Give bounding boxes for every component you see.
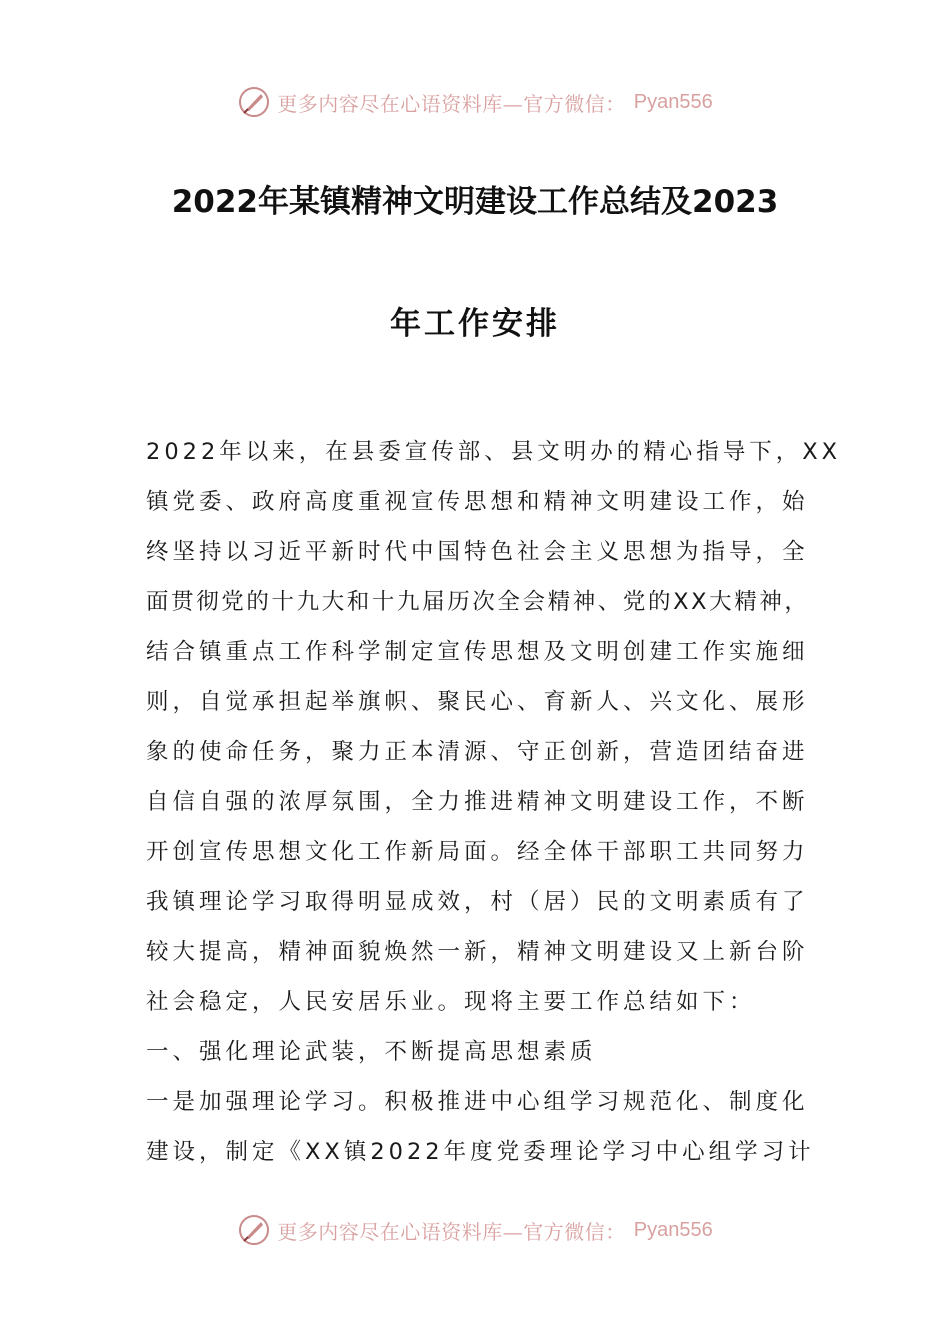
document-title-line-2: 年工作安排 bbox=[390, 306, 560, 342]
quill-logo-icon bbox=[237, 1213, 271, 1247]
header-watermark bbox=[0, 82, 950, 122]
body-line: 终坚持以习近平新时代中国特色社会主义思想为指导，全 bbox=[146, 539, 809, 565]
watermark-handle: Pyan556 bbox=[633, 1218, 713, 1241]
body-line: 我镇理论学习取得明显成效，村（居）民的文明素质有了 bbox=[146, 889, 809, 915]
body-line: 结合镇重点工作科学制定宣传思想及文明创建工作实施细 bbox=[146, 639, 809, 665]
body-line: 建设，制定《XX镇2022年度党委理论学习中心组学习计 bbox=[146, 1139, 815, 1165]
body-line: 面贯彻党的十九大和十九届历次全会精神、党的XX大精神， bbox=[146, 589, 810, 615]
body-line: 象的使命任务，聚力正本清源、守正创新，营造团结奋进 bbox=[146, 739, 809, 765]
watermark-text: 更多内容尽在心语资料库—官方微信： bbox=[277, 1219, 626, 1244]
watermark-text: 更多内容尽在心语资料库—官方微信： bbox=[277, 91, 626, 116]
body-line: 自信自强的浓厚氛围，全力推进精神文明建设工作，不断 bbox=[146, 789, 809, 815]
body-line: 社会稳定，人民安居乐业。现将主要工作总结如下： bbox=[146, 989, 756, 1015]
quill-logo-icon bbox=[237, 85, 271, 119]
body-line: 镇党委、政府高度重视宣传思想和精神文明建设工作，始 bbox=[146, 489, 809, 515]
body-line: 则，自觉承担起举旗帜、聚民心、育新人、兴文化、展形 bbox=[146, 689, 809, 715]
footer-watermark bbox=[0, 1210, 950, 1250]
body-line: 较大提高，精神面貌焕然一新，精神文明建设又上新台阶 bbox=[146, 939, 809, 965]
document-title-line-1: 2022年某镇精神文明建设工作总结及2023 bbox=[171, 184, 779, 220]
section-heading: 一、强化理论武装，不断提高思想素质 bbox=[146, 1039, 597, 1065]
body-line: 开创宣传思想文化工作新局面。经全体干部职工共同努力 bbox=[146, 839, 809, 865]
watermark-handle: Pyan556 bbox=[633, 90, 713, 113]
body-line: 一是加强理论学习。积极推进中心组学习规范化、制度化 bbox=[146, 1089, 809, 1115]
body-line: 2022年以来，在县委宣传部、县文明办的精心指导下，XX bbox=[146, 439, 842, 465]
